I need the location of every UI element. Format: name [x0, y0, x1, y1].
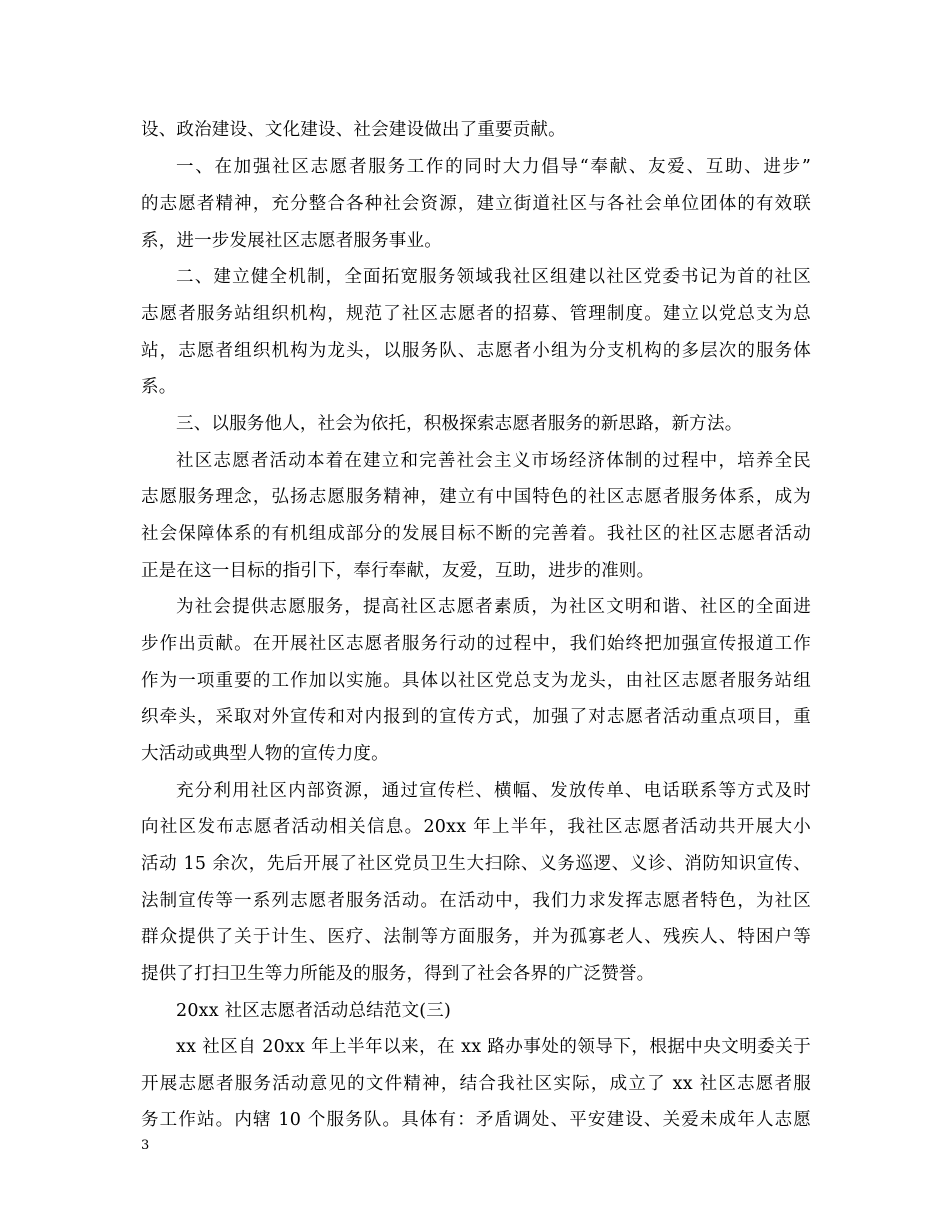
- text-line: 活动 15 余次，先后开展了社区党员卫生大扫除、义务巡逻、义诊、消防知识宣传、: [141, 854, 811, 874]
- text-line: 的志愿者精神，充分整合各种社会资源，建立街道社区与各社会单位团体的有效联: [141, 194, 811, 214]
- text-line: 为社会提供志愿服务，提高社区志愿者素质，为社区文明和谐、社区的全面进: [176, 597, 811, 617]
- text-line: 群众提供了关于计生、医疗、法制等方面服务，并为孤寡老人、残疾人、特困户等: [141, 927, 811, 947]
- text-line: 作为一项重要的工作加以实施。具体以社区党总支为龙头，由社区志愿者服务站组: [141, 671, 811, 691]
- text-line: 站，志愿者组织机构为龙头，以服务队、志愿者小组为分支机构的多层次的服务体: [141, 341, 811, 361]
- text-line: 提供了打扫卫生等力所能及的服务，得到了社会各界的广泛赞誉。: [141, 964, 655, 984]
- text-line: 三、以服务他人，社会为依托，积极探索志愿者服务的新思路，新方法。: [176, 414, 743, 434]
- text-line: 社区志愿者活动本着在建立和完善社会主义市场经济体制的过程中，培养全民: [176, 451, 811, 471]
- text-line: 大活动或典型人物的宣传力度。: [141, 744, 389, 764]
- text-line: 系。: [141, 377, 177, 397]
- text-line: 志愿者服务站组织机构，规范了社区志愿者的招募、管理制度。建立以党总支为总: [141, 304, 811, 324]
- text-line: 二、建立健全机制，全面拓宽服务领域我社区组建以社区党委书记为首的社区: [176, 267, 811, 287]
- text-line: 正是在这一目标的指引下，奉行奉献，友爱，互助，进步的准则。: [141, 561, 655, 581]
- text-line: 一、在加强社区志愿者服务工作的同时大力倡导“奉献、友爱、互助、进步”: [176, 157, 811, 177]
- text-line: 织牵头，采取对外宣传和对内报到的宣传方式，加强了对志愿者活动重点项目，重: [141, 707, 811, 727]
- text-line: 开展志愿者服务活动意见的文件精神，结合我社区实际，成立了 xx 社区志愿者服: [141, 1074, 811, 1094]
- text-line: xx 社区自 20xx 年上半年以来，在 xx 路办事处的领导下，根据中央文明委关于: [176, 1037, 811, 1057]
- text-line: 社会保障体系的有机组成部分的发展目标不断的完善着。我社区的社区志愿者活动: [141, 524, 811, 544]
- section-heading: 20xx 社区志愿者活动总结范文(三): [176, 1001, 452, 1021]
- text-line: 务工作站。内辖 10 个服务队。具体有：矛盾调处、平安建设、关爱未成年人志愿: [141, 1110, 811, 1130]
- text-line: 充分利用社区内部资源，通过宣传栏、横幅、发放传单、电话联系等方式及时: [176, 781, 811, 801]
- text-line: 系，进一步发展社区志愿者服务事业。: [141, 231, 442, 251]
- text-line: 设、政治建设、文化建设、社会建设做出了重要贡献。: [141, 120, 566, 140]
- text-line: 向社区发布志愿者活动相关信息。20xx 年上半年，我社区志愿者活动共开展大小: [141, 817, 811, 837]
- text-line: 法制宣传等一系列志愿者服务活动。在活动中，我们力求发挥志愿者特色，为社区: [141, 891, 811, 911]
- page-number: 3: [141, 1138, 150, 1153]
- text-line: 志愿服务理念，弘扬志愿服务精神，建立有中国特色的社区志愿者服务体系，成为: [141, 487, 811, 507]
- text-line: 步作出贡献。在开展社区志愿者服务行动的过程中，我们始终把加强宣传报道工作: [141, 634, 811, 654]
